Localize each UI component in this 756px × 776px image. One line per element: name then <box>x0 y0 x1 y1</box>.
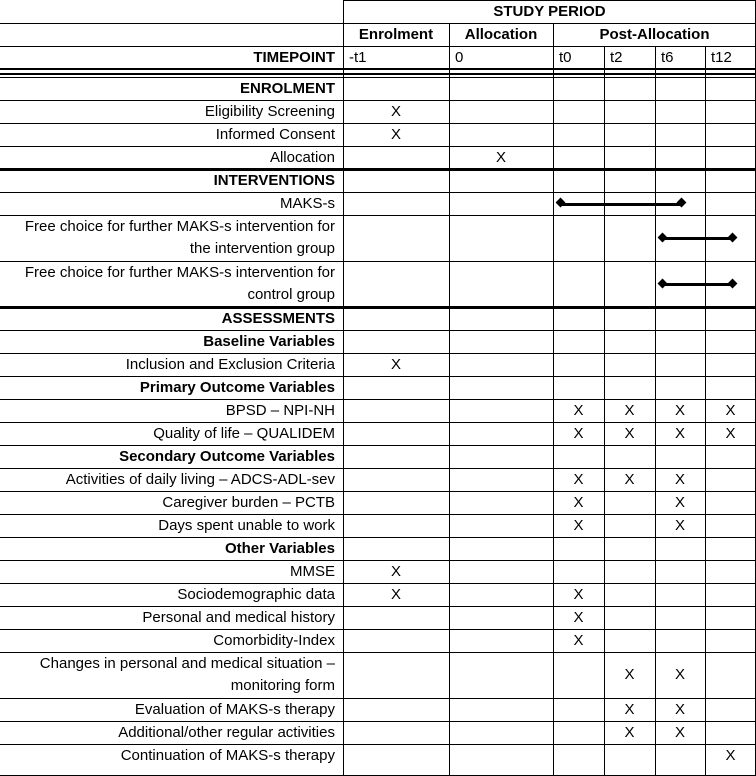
row-label: Free choice for further MAKS-s intervention for the intervention group <box>24 217 335 257</box>
x-mark: X <box>573 424 584 442</box>
row-divider <box>0 23 756 24</box>
row-divider <box>0 100 756 101</box>
row-label: Evaluation of MAKS-s therapy <box>134 700 335 718</box>
row-divider <box>0 306 756 309</box>
x-mark: X <box>624 723 635 741</box>
x-mark: X <box>674 470 685 488</box>
row-label: Activities of daily living – ADCS-ADL-sev <box>65 470 335 488</box>
row-divider <box>0 77 756 78</box>
x-mark: X <box>390 585 401 603</box>
row-divider <box>0 330 756 331</box>
row-divider <box>0 698 756 699</box>
row-label: MAKS-s <box>279 194 335 212</box>
x-mark: X <box>573 608 584 626</box>
row-divider <box>0 168 756 171</box>
column-divider <box>449 23 450 69</box>
enrolment-header: Enrolment <box>358 25 434 43</box>
row-divider <box>0 445 756 446</box>
timepoint-label: TIMEPOINT <box>253 48 335 66</box>
row-divider <box>0 422 756 423</box>
intervention-duration-bar <box>561 203 681 206</box>
row-divider <box>0 192 756 193</box>
x-mark: X <box>573 470 584 488</box>
row-label: Sociodemographic data <box>177 585 335 603</box>
row-divider <box>0 123 756 124</box>
x-mark: X <box>390 355 401 373</box>
x-mark: X <box>674 700 685 718</box>
x-mark: X <box>624 700 635 718</box>
row-label: Continuation of MAKS-s therapy <box>120 746 335 764</box>
timepoint-6: t12 <box>711 48 732 66</box>
allocation-header: Allocation <box>464 25 538 43</box>
x-mark: X <box>624 470 635 488</box>
row-divider <box>0 68 756 70</box>
row-label: Personal and medical history <box>142 608 335 626</box>
timepoint-4: t2 <box>610 48 623 66</box>
row-divider <box>343 0 756 1</box>
row-divider <box>0 606 756 607</box>
row-divider <box>0 721 756 722</box>
x-mark: X <box>725 746 736 764</box>
row-divider <box>0 73 756 75</box>
row-divider <box>0 353 756 354</box>
row-divider <box>0 560 756 561</box>
x-mark: X <box>674 516 685 534</box>
x-mark: X <box>390 102 401 120</box>
row-divider <box>0 514 756 515</box>
section-heading: Baseline Variables <box>203 332 335 350</box>
intervention-duration-bar <box>663 237 732 240</box>
row-divider <box>0 261 756 262</box>
row-label: Caregiver burden – PCTB <box>162 493 335 511</box>
x-mark: X <box>674 666 685 683</box>
x-mark: X <box>573 493 584 511</box>
column-divider <box>655 46 656 776</box>
row-divider <box>0 744 756 745</box>
column-divider <box>553 23 554 69</box>
x-mark: X <box>573 585 584 603</box>
row-divider <box>0 583 756 584</box>
row-label: MMSE <box>290 562 335 580</box>
row-divider <box>0 537 756 538</box>
row-divider <box>0 468 756 469</box>
x-mark: X <box>624 424 635 442</box>
x-mark: X <box>573 631 584 649</box>
x-mark: X <box>674 723 685 741</box>
intervention-duration-bar <box>663 283 732 286</box>
row-divider <box>0 629 756 630</box>
column-divider <box>705 46 706 776</box>
section-heading: INTERVENTIONS <box>213 171 335 189</box>
row-label: Days spent unable to work <box>158 516 335 534</box>
section-heading: ASSESSMENTS <box>221 309 335 327</box>
x-mark: X <box>495 148 506 166</box>
row-label: BPSD – NPI-NH <box>225 401 335 419</box>
row-label: Changes in personal and medical situation – monitoring form <box>39 654 335 694</box>
x-mark: X <box>674 493 685 511</box>
row-label: Additional/other regular activities <box>118 723 335 741</box>
row-divider <box>0 215 756 216</box>
x-mark: X <box>674 424 685 442</box>
row-divider <box>0 46 756 47</box>
post-allocation-header: Post-Allocation <box>599 25 710 43</box>
x-mark: X <box>725 424 736 442</box>
timepoint-5: t6 <box>661 48 674 66</box>
x-mark: X <box>624 666 635 683</box>
column-divider <box>449 69 450 776</box>
x-mark: X <box>390 125 401 143</box>
section-heading: Primary Outcome Variables <box>139 378 335 396</box>
row-divider <box>0 399 756 400</box>
timepoint-3: t0 <box>559 48 572 66</box>
row-label: Comorbidity-Index <box>213 631 335 649</box>
column-divider <box>604 46 605 776</box>
x-mark: X <box>390 562 401 580</box>
section-heading: Secondary Outcome Variables <box>119 447 335 465</box>
column-divider <box>553 69 554 776</box>
x-mark: X <box>573 516 584 534</box>
row-divider <box>0 146 756 147</box>
x-mark: X <box>624 401 635 419</box>
row-label: Allocation <box>269 148 335 166</box>
section-heading: Other Variables <box>224 539 335 557</box>
row-divider <box>0 491 756 492</box>
row-label: Eligibility Screening <box>204 102 335 120</box>
row-label: Free choice for further MAKS-s intervention for control group <box>24 263 335 303</box>
row-divider <box>0 376 756 377</box>
timepoint-1: -t1 <box>349 48 367 66</box>
row-divider <box>0 652 756 653</box>
study-period-header: STUDY PERIOD <box>493 2 606 20</box>
section-heading: ENROLMENT <box>240 79 335 97</box>
row-label: Informed Consent <box>215 125 335 143</box>
row-label: Quality of life – QUALIDEM <box>153 424 335 442</box>
x-mark: X <box>725 401 736 419</box>
x-mark: X <box>573 401 584 419</box>
row-label: Inclusion and Exclusion Criteria <box>125 355 335 373</box>
x-mark: X <box>674 401 685 419</box>
timepoint-2: 0 <box>455 48 464 66</box>
column-divider <box>343 0 344 776</box>
